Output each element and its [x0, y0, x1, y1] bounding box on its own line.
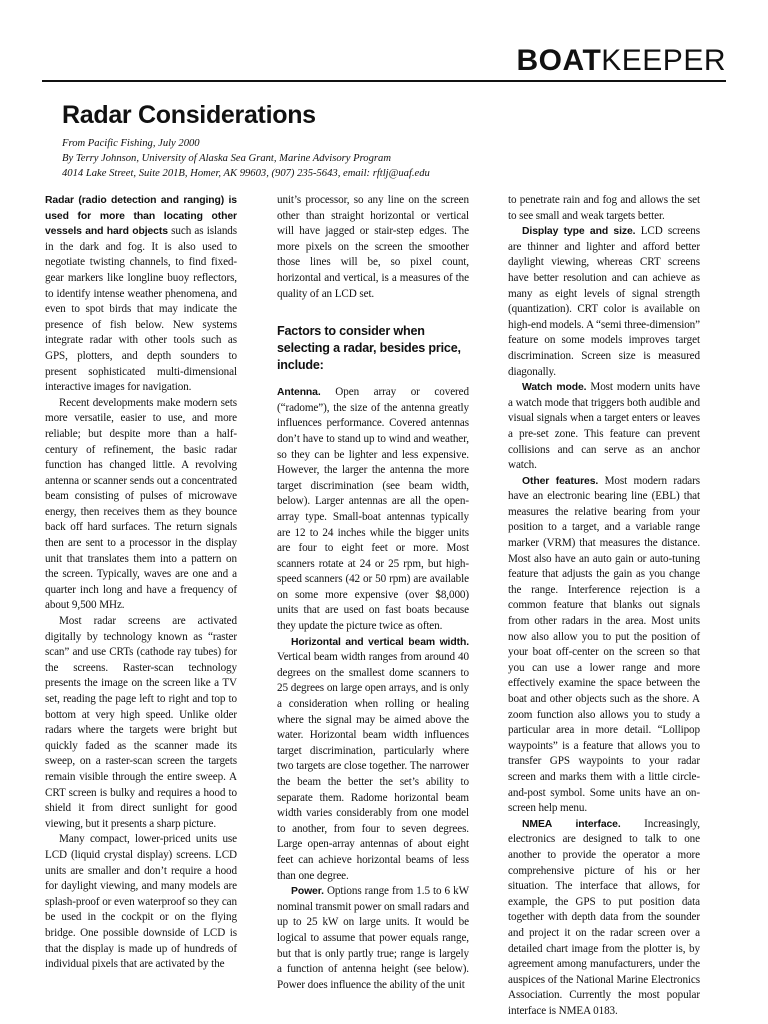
paragraph	[277, 635, 469, 885]
run-in-head: Display type and size.	[522, 226, 636, 238]
paragraph: unit’s processor, so any line on the screen other than straight horizontal or vertical will have jagged or stair-step edges. The more pixels on the screen the smoother those lines will be, so pixel count, horizontal and vertical, is a measures of the quality of an LCD set.	[277, 194, 469, 300]
run-in-head: Horizontal and vertical beam width.	[291, 636, 469, 648]
paragraph	[277, 385, 469, 635]
paragraph-text: Increasingly, electronics are designed to talk to one another to provide the operator a more comprehensive picture of his or her situation. The interface that allows, for example, the GPS to put position data together with depth data from the sounder and project it on the radar screen over a detailed chart image from the plotter is, by agreement among manufacturers, under the auspices of the National Marine Electronics Association. Currently the most popular interface is NMEA 0183.	[508, 817, 700, 1017]
masthead-bold: BOAT	[516, 44, 602, 77]
article-source: From Pacific Fishing, July 2000	[62, 138, 200, 149]
paragraph	[508, 817, 700, 1020]
article-title: Radar Considerations	[62, 101, 316, 129]
run-in-head: Other features.	[522, 475, 599, 487]
paragraph-text: Vertical beam width ranges from around 40 degrees on the smallest dome scanners to 25 degrees on large open arrays, and is only a consideration when rolling or healing where the signal may be aimed above the water. Horizontal beam width influences target discrimination, particularly where two targets are close together. The narrower the beam the better the set’s ability to separate them. Radome horizontal beam width varies considerably from one model to another, from four to seven degrees. Large open-array antennas of about eight feet can achieve horizontal beams of less than one degree.	[277, 651, 469, 882]
paragraph: Recent developments make modern sets more versatile, easier to use, and more reliable; but despite more than a half-century of refinement, the basic radar function has changed little. A revolving antenna or scanner sends out a concentrated beam consisting of pulses of microwave energy, then receives them as they bounce back off hard surfaces. The return signals then are sent to a processor in the display unit that translates them into a pattern on the screen. Typically, waves are one and a quarter inch long and have a frequency of about 9,500 MHz.	[45, 396, 237, 612]
article-meta	[62, 136, 430, 181]
section-subhead: Factors to consider when selecting a radar, besides price, include:	[277, 324, 461, 373]
masthead-light: KEEPER	[601, 44, 726, 77]
masthead-rule	[42, 80, 726, 82]
run-in-head: Power.	[291, 886, 324, 898]
column-3	[508, 193, 700, 1019]
paragraph	[277, 884, 469, 993]
column-1	[45, 193, 237, 973]
masthead	[0, 44, 768, 78]
article-address: 4014 Lake Street, Suite 201B, Homer, AK 99603, (907) 235-5643, email: rftlj@uaf.edu	[62, 168, 430, 179]
paragraph	[508, 380, 700, 474]
paragraph	[508, 474, 700, 817]
lead-in: Radar (radio detection and ranging) is used for more than locating other vessels and hard objects	[45, 195, 237, 238]
paragraph: Many compact, lower-priced units use LCD (liquid crystal display) screens. LCD units are smaller and don’t require a hood for daylight viewing, and many models are splash-proof or even waterproof so they can be used in the cockpit or on the flying bridge. One possible downside of LCD is that the display is made up of hundreds of individual pixels that are activated by the	[45, 833, 237, 971]
column-2	[277, 193, 469, 993]
run-in-head: Watch mode.	[522, 382, 587, 394]
paragraph-text: Most modern radars have an electronic bearing line (EBL) that measures the relative bearing from your position to a target, and a variable range marker (VRM) that measures the distance. Most also have an auto gain or auto-tuning feature that adjusts the gain as you change the range. Interference rejection is a common feature that blanks out signals from other radars in the area. Most units now also allow you to put the position of your boat off-center on the screen so that you can use a lower range and more effectively examine the space between the boat and other objects such as the shore. A zoom function also allows you to study a particular area in more detail. “Lollipop waypoints” is a feature that allows you to transfer GPS waypoints to your radar screen and marks them with a little circle-and-post symbol. Some units have an on-screen help menu.	[508, 474, 700, 815]
paragraph-text: Open array or covered (“radome”), the size of the antenna greatly influences performance. Covered antennas don’t have to stand up to wind and weather, so they can be lighter and less expensive. However, the larger the antenna the more target discrimination (see beam width, below). Larger antennas are all the open-array type. Small-boat antennas typically are 12 to 24 inches while the bigger units are four to eight feet or more. Most scanners rotate at 24 or 25 rpm, but high-speed scanners (42 or 50 rpm) are available on some more expensive (over $8,000) units that are used on fast boats because they update the picture twice as often.	[277, 386, 469, 633]
paragraph-text: LCD screens are thinner and lighter and afford better daylight viewing, whereas CRT screens have better resolution and can achieve as many as eight levels of signal strength (quantization). CRT color is available on high-end models. A “semi three-dimension” feature on some models improves target discrimination. Screen size is measured diagonally.	[508, 225, 700, 378]
paragraph	[45, 193, 237, 396]
article-byline: By Terry Johnson, University of Alaska Sea Grant, Marine Advisory Program	[62, 153, 391, 164]
paragraph	[508, 224, 700, 380]
run-in-head: NMEA interface.	[522, 818, 621, 830]
run-in-head: Antenna.	[277, 387, 321, 399]
paragraph: to penetrate rain and fog and allows the set to see small and weak targets better.	[508, 194, 700, 222]
paragraph-text: Options range from 1.5 to 6 kW nominal transmit power on small radars and up to 25 kW on large units. It would be logical to assume that power equals range, but that is only partly true; range is largely a function of antenna height (see below). Power does influence the ability of the unit	[277, 885, 469, 991]
paragraph-text: such as islands in the dark and fog. It is also used to negotiate twisting channels, to find fixed-gear markers like longline buoy reflectors, to identify intense weather phenomena, and even to spot birds that may indicate the presence of fish below. New systems integrate radar with other tools such as GPS, plotters, and depth sounders to present sophisticated multi-dimensional interactive images for navigation.	[45, 225, 237, 394]
paragraph-text: Most modern units have a watch mode that triggers both audible and visual signals when a target enters or leaves a pre-set zone. This feature can prevent collisions and can serve as an anchor watch.	[508, 381, 701, 472]
paragraph: Most radar screens are activated digitally by technology known as “raster scan” and use CRTs (cathode ray tubes) for the screens. Raster-scan technology presents the image on the screen like a TV set, reading the page left to right and top to bottom at very high speed. Unlike older radars where the targets were bright but quickly faded as the scanner made its sweep, on a raster-scan screen the targets remain visible through the entire sweep. A CRT screen is bulky and requires a hood to shield it from direct sunlight for good viewing, but it presents a sharp picture.	[45, 615, 237, 830]
